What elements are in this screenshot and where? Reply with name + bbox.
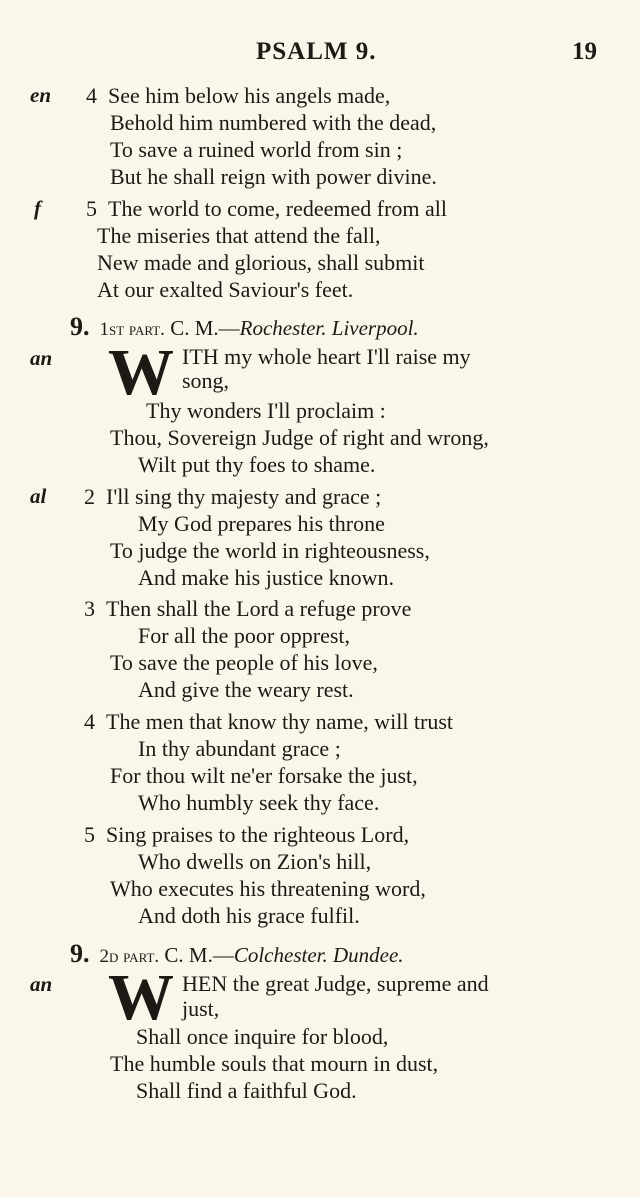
verse-line xyxy=(86,83,390,109)
verse-text: Sing praises to the righteous Lord, xyxy=(106,822,410,847)
verse-line: The humble souls that mourn in dust, xyxy=(110,1051,439,1076)
verse-line: Who dwells on Zion's hill, xyxy=(138,849,372,874)
verse-line: And make his justice known. xyxy=(138,565,395,590)
verse-line xyxy=(86,196,447,222)
verse-line: HEN the great Judge, supreme and xyxy=(182,971,489,996)
verse-line: To save a ruined world from sin ; xyxy=(110,137,403,162)
dynamic-mark: al xyxy=(30,484,47,508)
verse-line: Who humbly seek thy face. xyxy=(138,790,380,815)
verse-line: But he shall reign with power divine. xyxy=(110,164,437,189)
drop-cap: W xyxy=(108,961,174,1034)
part-label: 1st part. xyxy=(99,319,165,340)
drop-cap: W xyxy=(108,336,174,409)
verse-line: At our exalted Saviour's feet. xyxy=(97,277,354,302)
verse-line: And give the weary rest. xyxy=(138,677,354,702)
psalm-number: 9. xyxy=(70,312,90,341)
meter-label: C. M.— xyxy=(164,943,234,967)
dynamic-mark: f xyxy=(34,196,41,220)
verse-text: The men that know thy name, will trust xyxy=(106,709,454,734)
meter-label: C. M.— xyxy=(170,316,240,340)
verse-line: Thy wonders I'll proclaim : xyxy=(146,398,386,423)
verse-number: 2 xyxy=(84,484,95,509)
verse-line: The miseries that attend the fall, xyxy=(97,223,381,248)
verse-number: 5 xyxy=(86,196,97,221)
verse-text: I'll sing thy majesty and grace ; xyxy=(106,484,382,509)
verse-line xyxy=(84,484,381,510)
verse-line xyxy=(84,596,411,622)
tune-names: Colchester. Dundee. xyxy=(233,943,404,967)
psalm-number: 9. xyxy=(70,939,90,968)
page-header xyxy=(0,38,640,72)
running-title: PSALM 9. xyxy=(256,38,377,65)
verse-line: song, xyxy=(182,368,230,393)
verse-line: Shall once inquire for blood, xyxy=(136,1024,389,1049)
verse-line: My God prepares his throne xyxy=(138,511,385,536)
verse-number: 4 xyxy=(86,83,97,108)
verse-line: New made and glorious, shall submit xyxy=(97,250,425,275)
verse-line: For all the poor opprest, xyxy=(138,623,351,648)
verse-line: Who executes his threatening word, xyxy=(110,876,426,901)
verse-line: To judge the world in righteousness, xyxy=(110,538,430,563)
verse-line: Shall find a faithful God. xyxy=(136,1078,357,1103)
dynamic-mark: en xyxy=(30,83,51,107)
verse-text: The world to come, redeemed from all xyxy=(108,196,448,221)
dynamic-mark: an xyxy=(30,346,53,370)
verse-line: And doth his grace fulfil. xyxy=(138,903,360,928)
verse-text: See him below his angels made, xyxy=(108,83,391,108)
verse-number: 4 xyxy=(84,709,95,734)
verse-text: Then shall the Lord a refuge prove xyxy=(106,596,412,621)
verse-number: 3 xyxy=(84,596,95,621)
dynamic-mark: an xyxy=(30,972,53,996)
page-number: 19 xyxy=(572,38,597,65)
verse-line xyxy=(84,822,409,848)
verse-line: To save the people of his love, xyxy=(110,650,378,675)
verse-line: just, xyxy=(182,996,220,1021)
part-label: 2d part. xyxy=(99,946,160,967)
verse-line: For thou wilt ne'er forsake the just, xyxy=(110,763,418,788)
verse-line: ITH my whole heart I'll raise my xyxy=(182,344,471,369)
verse-number: 5 xyxy=(84,822,95,847)
verse-line: Thou, Sovereign Judge of right and wrong, xyxy=(110,425,489,450)
tune-names: Rochester. Liverpool. xyxy=(239,316,419,340)
verse-line: Wilt put thy foes to shame. xyxy=(138,452,376,477)
verse-line: Behold him numbered with the dead, xyxy=(110,110,437,135)
verse-line xyxy=(84,709,453,735)
verse-line: In thy abundant grace ; xyxy=(138,736,341,761)
